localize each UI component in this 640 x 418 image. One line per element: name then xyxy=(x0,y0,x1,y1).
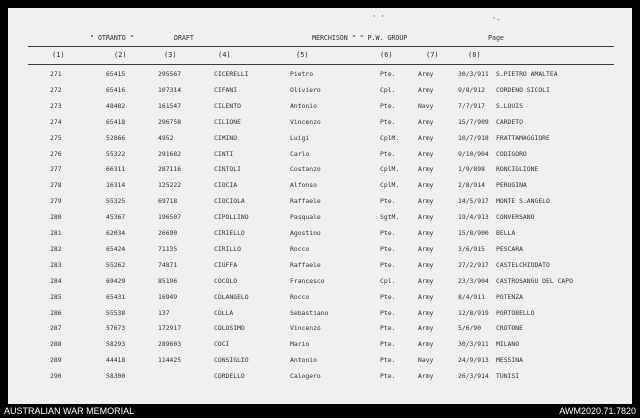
header-top-rule xyxy=(28,46,614,47)
branch-cell: Army xyxy=(418,372,434,381)
given-name-cell: Raffaele xyxy=(290,260,321,269)
table-row xyxy=(8,356,632,372)
birthplace-cell: TUNISI xyxy=(496,372,520,381)
service-number-cell: 45367 xyxy=(106,213,126,222)
pw-number-cell: 137 xyxy=(158,308,170,317)
table-row xyxy=(8,150,632,166)
footer-institution: AUSTRALIAN WAR MEMORIAL xyxy=(4,406,135,416)
rank-cell: Pte. xyxy=(380,244,396,253)
column-number: (8) xyxy=(468,51,481,59)
branch-cell: Army xyxy=(418,197,434,206)
given-name-cell: Costanzo xyxy=(290,165,321,174)
rank-cell: Pte. xyxy=(380,356,396,365)
branch-cell: Army xyxy=(418,149,434,158)
surname-cell: CIOCIA xyxy=(214,181,238,190)
birthplace-cell: S.LOUIS xyxy=(496,101,523,110)
table-row xyxy=(8,134,632,150)
service-number-cell: 69429 xyxy=(106,276,126,285)
table-row xyxy=(8,118,632,134)
branch-cell: Army xyxy=(418,229,434,237)
table-row xyxy=(8,197,632,213)
given-name-cell: Calogero xyxy=(290,372,321,381)
branch-cell: Army xyxy=(418,181,434,190)
row-number-cell: 275 xyxy=(50,133,62,142)
footer-accession-number: AWM2020.71.7820 xyxy=(559,406,636,416)
rank-cell: CplM. xyxy=(380,133,400,142)
birth-date-cell: 19/4/913 xyxy=(458,213,489,222)
draft-label: DRAFT xyxy=(174,34,194,42)
birthplace-cell: CROTONE xyxy=(496,324,523,333)
surname-cell: COCI xyxy=(214,340,230,349)
birth-date-cell: 24/5/917 xyxy=(458,197,489,206)
surname-cell: CIRILLO xyxy=(214,244,241,253)
pw-number-cell: 196507 xyxy=(158,213,182,222)
given-name-cell: Alfonso xyxy=(290,181,317,190)
surname-cell: CILIONE xyxy=(214,117,241,126)
given-name-cell: Sebastiano xyxy=(290,308,329,317)
surname-cell: COLLA xyxy=(214,308,234,317)
service-number-cell: 58293 xyxy=(106,340,126,349)
service-number-cell: 65418 xyxy=(106,117,126,126)
row-number-cell: 282 xyxy=(50,244,62,253)
rank-cell: Pte. xyxy=(380,229,396,237)
service-number-cell: 55262 xyxy=(106,260,126,269)
page-label: Page xyxy=(488,34,504,42)
surname-cell: CONSIGLIO xyxy=(214,356,249,365)
row-number-cell: 287 xyxy=(50,324,62,333)
pw-number-cell: 26690 xyxy=(158,229,178,237)
row-number-cell: 288 xyxy=(50,340,62,349)
birthplace-cell: MILANO xyxy=(496,340,520,349)
service-number-cell: 57673 xyxy=(106,324,126,333)
row-number-cell: 273 xyxy=(50,101,62,110)
surname-cell: CIUFFA xyxy=(214,260,238,269)
birthplace-cell: BELLA xyxy=(496,229,516,237)
rank-cell: Pte. xyxy=(380,260,396,269)
service-number-cell: 65424 xyxy=(106,244,126,253)
branch-cell: Army xyxy=(418,213,434,222)
row-number-cell: 284 xyxy=(50,276,62,285)
surname-cell: CINTI xyxy=(214,149,234,158)
row-number-cell: 281 xyxy=(50,229,62,237)
pw-number-cell: 74871 xyxy=(158,260,178,269)
birthplace-cell: POTENZA xyxy=(496,292,523,301)
birth-date-cell: 5/6/90 xyxy=(458,324,482,333)
given-name-cell: Vincenzo xyxy=(290,324,321,333)
birthplace-cell: CODIGORO xyxy=(496,149,527,158)
surname-cell: CIPOLLINO xyxy=(214,213,249,222)
surname-cell: COLOSIMO xyxy=(214,324,245,333)
birthplace-cell: CONVERSANO xyxy=(496,213,535,222)
table-row xyxy=(8,324,632,340)
pw-number-cell: 16949 xyxy=(158,292,178,301)
branch-cell: Navy xyxy=(418,356,434,365)
birth-date-cell: 2/8/914 xyxy=(458,181,485,190)
column-number: (3) xyxy=(164,51,177,59)
service-number-cell: 58300 xyxy=(106,372,126,381)
service-number-cell: 16314 xyxy=(106,181,126,190)
birthplace-cell: CASTROSANGU DEL CAPO xyxy=(496,276,573,285)
birthplace-cell: CORDENO SICOLI xyxy=(496,85,550,94)
surname-cell: CICERELLI xyxy=(214,70,249,78)
rank-cell: Pte. xyxy=(380,324,396,333)
surname-cell: CIFANI xyxy=(214,85,238,94)
given-name-cell: Mario xyxy=(290,340,310,349)
service-number-cell: 65431 xyxy=(106,292,126,301)
service-number-cell: 48482 xyxy=(106,101,126,110)
pw-number-cell: 287116 xyxy=(158,165,182,174)
rank-cell: CplM. xyxy=(380,165,400,174)
birth-date-cell: 9/8/912 xyxy=(458,85,485,94)
table-row xyxy=(8,165,632,181)
branch-cell: Army xyxy=(418,308,434,317)
document-sheet xyxy=(8,8,632,404)
service-number-cell: 65415 xyxy=(106,70,126,78)
rank-cell: Pte. xyxy=(380,308,396,317)
birth-date-cell: 1/9/898 xyxy=(458,165,485,174)
surname-cell: CILENTO xyxy=(214,101,241,110)
birth-date-cell: 8/4/911 xyxy=(458,292,485,301)
branch-cell: Army xyxy=(418,165,434,174)
surname-cell: CINTOLI xyxy=(214,165,241,174)
branch-cell: Navy xyxy=(418,101,434,110)
service-number-cell: 55538 xyxy=(106,308,126,317)
table-row xyxy=(8,261,632,277)
pw-number-cell: 71135 xyxy=(158,244,178,253)
top-mark: ' ' xyxy=(372,14,385,22)
branch-cell: Army xyxy=(418,260,434,269)
pw-number-cell: 107314 xyxy=(158,85,182,94)
birthplace-cell: MESSINA xyxy=(496,356,523,365)
birthplace-cell: PESCARA xyxy=(496,244,523,253)
surname-cell: COLANGELO xyxy=(214,292,249,301)
surname-cell: CIRIELLO xyxy=(214,229,245,237)
service-number-cell: 65416 xyxy=(106,85,126,94)
rank-cell: Pte. xyxy=(380,292,396,301)
given-name-cell: Francesco xyxy=(290,276,325,285)
pw-number-cell: 85196 xyxy=(158,276,178,285)
branch-cell: Army xyxy=(418,324,434,333)
rank-cell: Pte. xyxy=(380,70,396,78)
birth-date-cell: 9/10/904 xyxy=(458,149,489,158)
rank-cell: Pte. xyxy=(380,117,396,126)
table-row xyxy=(8,340,632,356)
rank-cell: Pte. xyxy=(380,340,396,349)
pw-number-cell: 161547 xyxy=(158,101,182,110)
branch-cell: Army xyxy=(418,85,434,94)
column-number: (7) xyxy=(426,51,439,59)
birth-date-cell: 30/3/911 xyxy=(458,70,489,78)
rank-cell: Pte. xyxy=(380,197,396,206)
table-row xyxy=(8,86,632,102)
table-row xyxy=(8,102,632,118)
pw-number-cell: 4952 xyxy=(158,133,174,142)
row-number-cell: 272 xyxy=(50,85,62,94)
given-name-cell: Pietro xyxy=(290,70,314,78)
row-number-cell: 278 xyxy=(50,181,62,190)
row-number-cell: 280 xyxy=(50,213,62,222)
ship-name: " OTRANTO " xyxy=(90,34,134,42)
birth-date-cell: 26/3/914 xyxy=(458,372,489,381)
row-number-cell: 276 xyxy=(50,149,62,158)
service-number-cell: 55325 xyxy=(106,197,126,206)
table-row xyxy=(8,293,632,309)
surname-cell: COCOLO xyxy=(214,276,238,285)
given-name-cell: Pasquale xyxy=(290,213,321,222)
branch-cell: Army xyxy=(418,133,434,142)
birth-date-cell: 27/2/917 xyxy=(458,260,489,269)
birthplace-cell: FRATTAMAGGIORE xyxy=(496,133,550,142)
table-row xyxy=(8,181,632,197)
given-name-cell: Antonio xyxy=(290,356,317,365)
row-number-cell: 274 xyxy=(50,117,62,126)
rank-cell: Pte. xyxy=(380,149,396,158)
column-number: (1) xyxy=(52,51,65,59)
birth-date-cell: 23/3/904 xyxy=(458,276,489,285)
given-name-cell: Antonio xyxy=(290,101,317,110)
row-number-cell: 289 xyxy=(50,356,62,365)
given-name-cell: Vincenzo xyxy=(290,117,321,126)
birthplace-cell: S.PIETRO AMALTEA xyxy=(496,70,558,78)
column-number: (5) xyxy=(296,51,309,59)
birthplace-cell: PORTOBELLO xyxy=(496,308,535,317)
given-name-cell: Rocco xyxy=(290,244,310,253)
branch-cell: Army xyxy=(418,70,434,78)
given-name-cell: Luigi xyxy=(290,133,310,142)
row-number-cell: 286 xyxy=(50,308,62,317)
pw-number-cell: 69718 xyxy=(158,197,178,206)
birth-date-cell: 10/7/918 xyxy=(458,133,489,142)
birth-date-cell: 30/3/911 xyxy=(458,340,489,349)
surname-cell: CIOCIOLA xyxy=(214,197,245,206)
birth-date-cell: 15/8/900 xyxy=(458,229,489,237)
birth-date-cell: 3/6/915 xyxy=(458,244,485,253)
branch-cell: Army xyxy=(418,292,434,301)
pw-number-cell: 291682 xyxy=(158,149,182,158)
branch-cell: Army xyxy=(418,276,434,285)
right-corner-mark: '- xyxy=(492,16,501,24)
birthplace-cell: CARDETO xyxy=(496,117,523,126)
birth-date-cell: 7/7/917 xyxy=(458,101,485,110)
birth-date-cell: 12/8/919 xyxy=(458,308,489,317)
table-row xyxy=(8,277,632,293)
table-row xyxy=(8,70,632,86)
service-number-cell: 66311 xyxy=(106,165,126,174)
birth-date-cell: 15/7/909 xyxy=(458,117,489,126)
table-row xyxy=(8,372,632,388)
birthplace-cell: PERUGINA xyxy=(496,181,527,190)
row-number-cell: 290 xyxy=(50,372,62,381)
header-bottom-rule xyxy=(28,64,614,65)
service-number-cell: 52866 xyxy=(106,133,126,142)
given-name-cell: Carlo xyxy=(290,149,310,158)
column-number: (2) xyxy=(114,51,127,59)
birthplace-cell: RONCIGLIONE xyxy=(496,165,539,174)
pw-number-cell: 114425 xyxy=(158,356,182,365)
branch-cell: Army xyxy=(418,340,434,349)
given-name-cell: Rocco xyxy=(290,292,310,301)
group-label: MERCHISON " " P.W. GROUP xyxy=(312,34,408,42)
service-number-cell: 44418 xyxy=(106,356,126,365)
service-number-cell: 55322 xyxy=(106,149,126,158)
surname-cell: CORDELLO xyxy=(214,372,245,381)
column-number: (6) xyxy=(380,51,393,59)
rank-cell: Pte. xyxy=(380,101,396,110)
row-number-cell: 279 xyxy=(50,197,62,206)
rank-cell: SgtM. xyxy=(380,213,400,222)
pw-number-cell: 172917 xyxy=(158,324,182,333)
pw-number-cell: 125222 xyxy=(158,181,182,190)
branch-cell: Army xyxy=(418,244,434,253)
row-number-cell: 271 xyxy=(50,70,62,78)
row-number-cell: 277 xyxy=(50,165,62,174)
pw-number-cell: 295567 xyxy=(158,70,182,78)
given-name-cell: Oliviero xyxy=(290,85,321,94)
pw-number-cell: 289603 xyxy=(158,340,182,349)
table-row xyxy=(8,229,632,245)
column-number: (4) xyxy=(218,51,231,59)
rank-cell: Pte. xyxy=(380,372,396,381)
given-name-cell: Agostino xyxy=(290,229,321,237)
row-number-cell: 285 xyxy=(50,292,62,301)
birthplace-cell: CASTELCHIODATO xyxy=(496,260,550,269)
table-row xyxy=(8,213,632,229)
table-row xyxy=(8,309,632,325)
rank-cell: Cpl. xyxy=(380,85,396,94)
birthplace-cell: MONTE S.ANGELO xyxy=(496,197,550,206)
rank-cell: Cpl. xyxy=(380,276,396,285)
surname-cell: CIMINO xyxy=(214,133,238,142)
branch-cell: Army xyxy=(418,117,434,126)
row-number-cell: 283 xyxy=(50,260,62,269)
table-row xyxy=(8,245,632,261)
pw-number-cell: 296758 xyxy=(158,117,182,126)
birth-date-cell: 24/9/913 xyxy=(458,356,489,365)
service-number-cell: 62034 xyxy=(106,229,126,237)
given-name-cell: Raffaele xyxy=(290,197,321,206)
rank-cell: CplM. xyxy=(380,181,400,190)
